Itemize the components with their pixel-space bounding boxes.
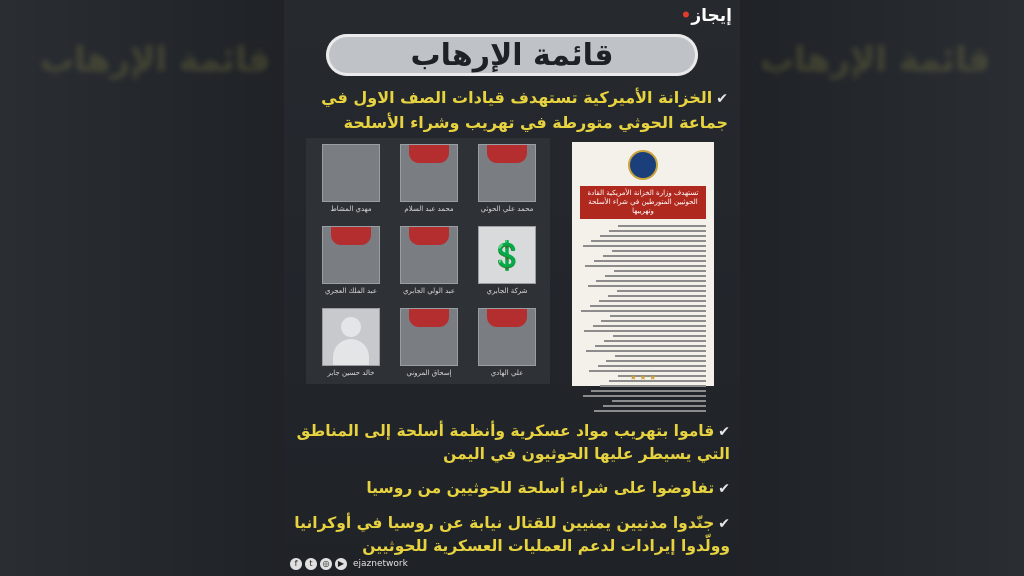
document-text-line bbox=[583, 395, 706, 397]
document-text-line bbox=[613, 335, 706, 337]
document-text-line bbox=[599, 300, 706, 302]
person-photo bbox=[322, 226, 380, 284]
footer-social bbox=[290, 558, 408, 570]
document-text-line bbox=[608, 295, 706, 297]
document-text-line bbox=[596, 280, 706, 282]
ghost-title-right: قائمة الإرهاب bbox=[760, 40, 991, 80]
document-text-line bbox=[584, 330, 706, 332]
person-photo bbox=[478, 308, 536, 366]
person-photo bbox=[478, 144, 536, 202]
document-text-line bbox=[606, 360, 706, 362]
document-text-line bbox=[605, 275, 706, 277]
document-text-line bbox=[581, 310, 706, 312]
person-photo bbox=[400, 308, 458, 366]
document-text-line bbox=[595, 345, 706, 347]
document-text-line bbox=[600, 385, 706, 387]
person-name: عبد الولي الجابري bbox=[402, 287, 456, 295]
web-icon[interactable]: ◎ bbox=[320, 558, 332, 570]
headline: ✔الخزانة الأميركية تستهدف قيادات الصف الاول في جماعة الحوثي متورطة في تهريب وشراء الأسلحة bbox=[321, 88, 728, 132]
press-release-document bbox=[572, 142, 714, 386]
check-icon: ✔ bbox=[718, 516, 730, 532]
person-photo bbox=[400, 226, 458, 284]
person-name: خالد حسين جابر bbox=[327, 369, 375, 377]
title-pill bbox=[326, 34, 698, 76]
document-text-line bbox=[591, 240, 706, 242]
person-name: إسحاق المروني bbox=[406, 369, 452, 377]
person-name: شركة الجابري bbox=[486, 287, 528, 295]
bullet-points bbox=[294, 420, 730, 569]
person-card bbox=[398, 308, 460, 377]
document-text-line bbox=[594, 410, 706, 412]
bullet-point-3: ✔جنّدوا مدنيين يمنيين للقتال نيابة عن روسيا في أوكرانيا وولّدوا إيرادات لدعم العمليات العسكرية للحوثيين bbox=[294, 514, 730, 555]
person-name: عبد الملك العجري bbox=[324, 287, 378, 295]
document-text-line bbox=[603, 405, 706, 407]
document-text-lines bbox=[580, 225, 706, 412]
treasury-seal-icon bbox=[628, 150, 658, 180]
poster bbox=[284, 0, 740, 576]
person-name: علي الهادي bbox=[490, 369, 524, 377]
document-text-line bbox=[612, 250, 707, 252]
document-stars: ★ ★ ★ bbox=[629, 373, 657, 382]
facebook-icon[interactable]: f bbox=[290, 558, 302, 570]
brand-logo: •إيجاز bbox=[680, 6, 732, 26]
person-card bbox=[476, 144, 538, 213]
person-photo bbox=[322, 144, 380, 202]
document-text-line bbox=[593, 325, 706, 327]
document-text-line bbox=[615, 355, 706, 357]
document-text-line bbox=[614, 270, 706, 272]
document-text-line bbox=[598, 365, 706, 367]
person-photo bbox=[322, 308, 380, 366]
person-card bbox=[320, 308, 382, 377]
document-text-line bbox=[591, 390, 706, 392]
document-text-line bbox=[594, 260, 706, 262]
photo-grid bbox=[306, 138, 550, 384]
person-card bbox=[320, 226, 382, 295]
person-card bbox=[398, 144, 460, 213]
person-name: مهدي المشاط bbox=[330, 205, 372, 213]
document-text-line bbox=[601, 320, 706, 322]
document-text-line bbox=[618, 225, 706, 227]
document-text-line bbox=[612, 400, 707, 402]
money-hand-icon: 💲 bbox=[478, 226, 536, 284]
person-name: محمد علي الحوثي bbox=[480, 205, 534, 213]
document-text-line bbox=[604, 340, 706, 342]
document-text-line bbox=[590, 305, 706, 307]
document-text-line bbox=[600, 235, 706, 237]
document-text-line bbox=[617, 290, 706, 292]
document-text-line bbox=[588, 285, 706, 287]
document-text-line bbox=[586, 350, 706, 352]
document-text-line bbox=[589, 370, 706, 372]
person-card bbox=[320, 144, 382, 213]
person-card bbox=[398, 226, 460, 295]
ghost-title-left: قائمة الإرهاب bbox=[40, 40, 271, 80]
footer-handle[interactable]: ejaznetwork bbox=[353, 559, 408, 569]
check-icon: ✔ bbox=[718, 424, 730, 440]
person-card bbox=[476, 308, 538, 377]
person-name: محمد عبد السلام bbox=[404, 205, 454, 213]
check-icon: ✔ bbox=[716, 91, 728, 107]
bullet-point-2: ✔تفاوضوا على شراء أسلحة للحوثيين من روسيا bbox=[366, 479, 730, 497]
person-photo bbox=[400, 144, 458, 202]
document-text-line bbox=[583, 245, 706, 247]
youtube-icon[interactable]: ▶ bbox=[335, 558, 347, 570]
twitter-icon[interactable]: t bbox=[305, 558, 317, 570]
person-card bbox=[476, 226, 538, 295]
check-icon: ✔ bbox=[718, 481, 730, 497]
document-text-line bbox=[585, 265, 706, 267]
bullet-point-1: ✔قاموا بتهريب مواد عسكرية وأنظمة أسلحة إلى المناطق التي يسيطر عليها الحوثيون في اليمن bbox=[296, 422, 730, 463]
document-banner: تستهدف وزارة الخزانة الأمريكية القادة الحوثيين المتورطين في شراء الأسلحة وتهريبها bbox=[580, 186, 706, 219]
document-text-line bbox=[603, 255, 706, 257]
poster-title: قائمة الإرهاب bbox=[410, 37, 614, 73]
document-text-line bbox=[610, 315, 706, 317]
document-text-line bbox=[609, 230, 706, 232]
